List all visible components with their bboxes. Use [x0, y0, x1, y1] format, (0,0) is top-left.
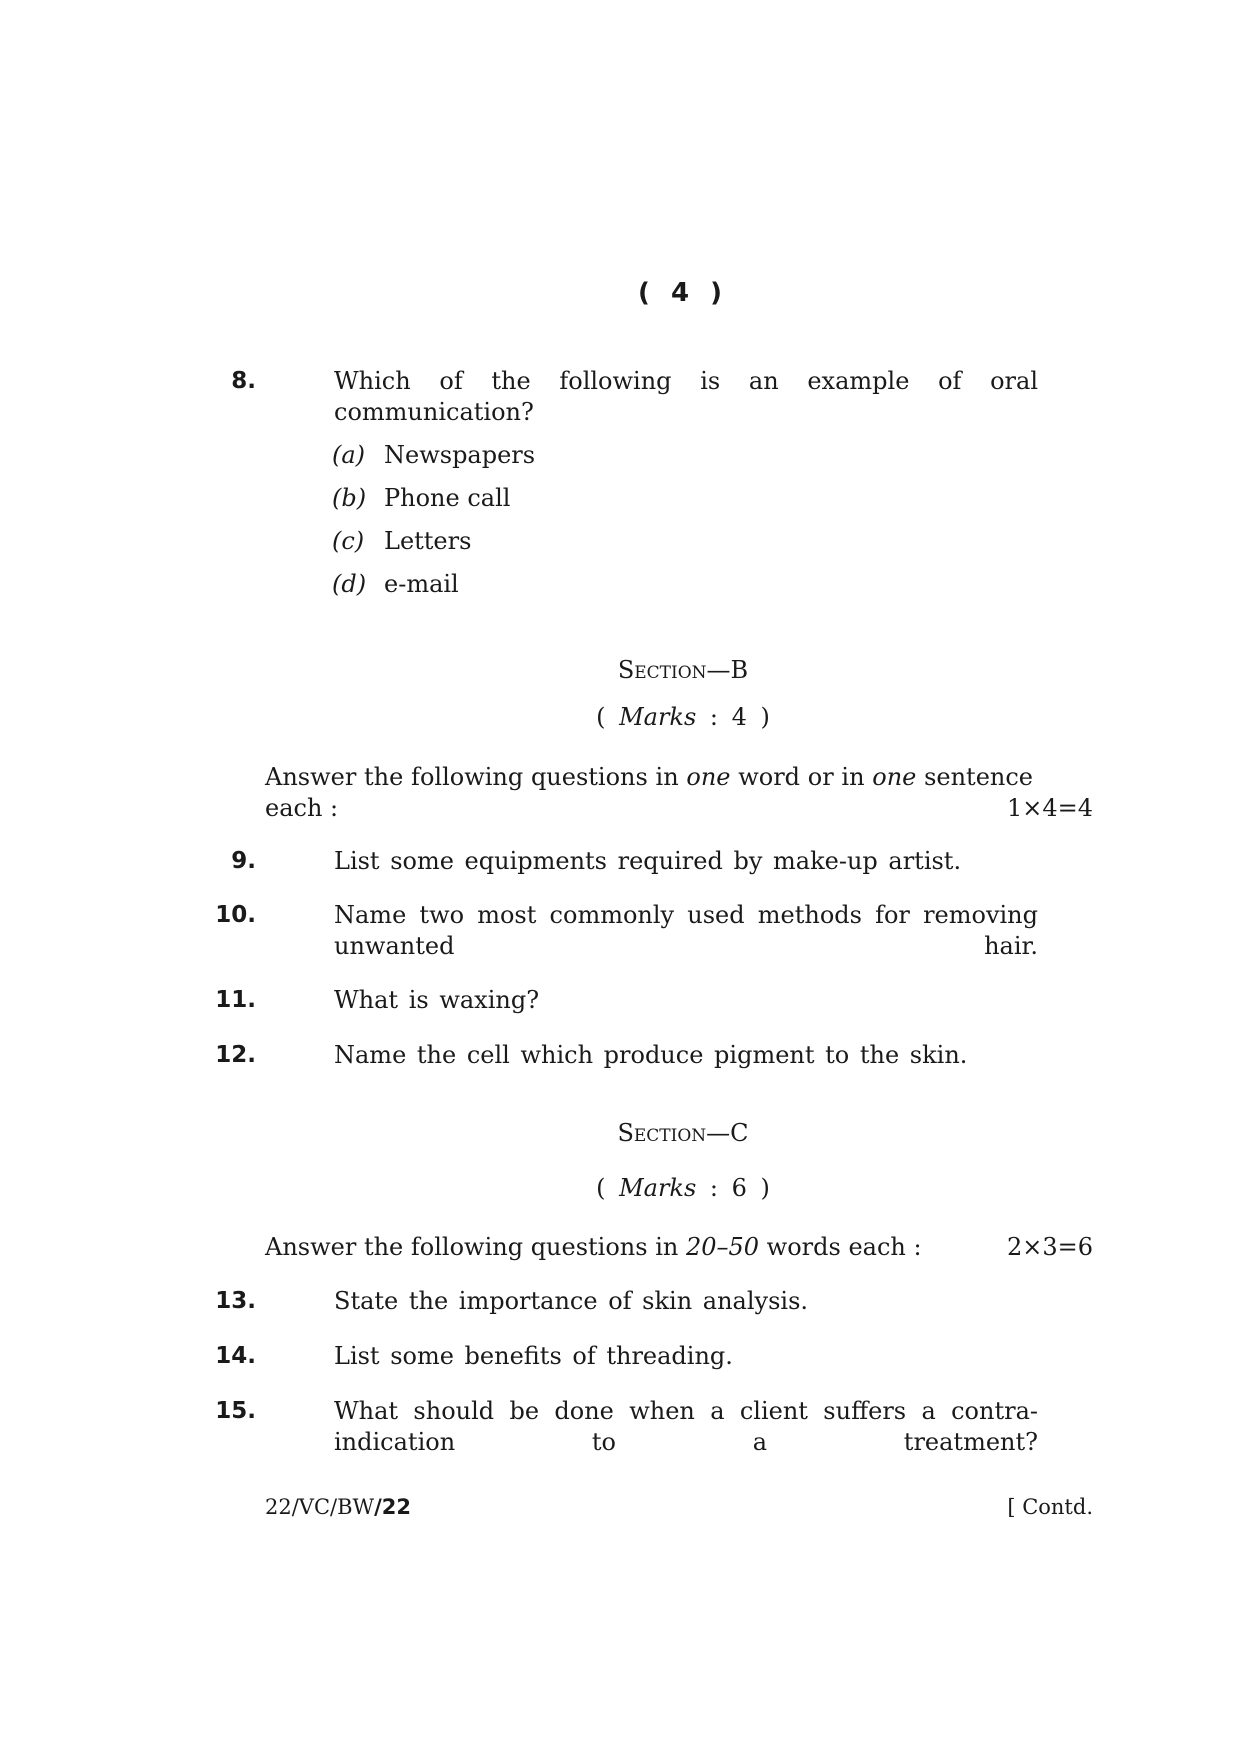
- section-c-marks: ( Marks : 6 ): [596, 1174, 770, 1202]
- question-number: 9.: [231, 848, 256, 874]
- question-text: Name two most commonly used methods for removing unwanted hair.: [334, 901, 1038, 960]
- marks-value: 4: [731, 703, 747, 731]
- marking-scheme: 1×4=4: [1006, 794, 1093, 822]
- section-b-instruction: Answer the following questions in one word or in one sentence each : 1×4=4: [265, 763, 1093, 822]
- option-text: Letters: [384, 527, 472, 555]
- option-text: e-mail: [384, 570, 459, 598]
- question-number: 14.: [215, 1343, 256, 1369]
- option-text: Phone call: [384, 484, 511, 512]
- section-b-title: Section—B: [617, 656, 749, 684]
- section-b-marks: ( Marks : 4 ): [596, 703, 770, 731]
- question-text: State the importance of skin analysis.: [334, 1287, 809, 1315]
- question-text: Which of the following is an example of oral communication?: [334, 367, 1038, 426]
- option-text: Newspapers: [384, 441, 536, 469]
- question-text: What is waxing?: [334, 986, 540, 1014]
- page-number: ( 4 ): [638, 278, 728, 308]
- marking-scheme: 2×3=6: [1006, 1233, 1093, 1261]
- question-number: 8.: [231, 368, 256, 394]
- question-number: 13.: [215, 1288, 256, 1314]
- option-label: (d): [332, 570, 367, 598]
- question-12: [215, 1040, 1038, 1071]
- option-label: (c): [332, 527, 365, 555]
- section-c-instruction: Answer the following questions in 20–50 words each : 2×3=6: [265, 1233, 1093, 1261]
- option-label: (a): [332, 441, 366, 469]
- question-text: List some benefits of threading.: [334, 1342, 733, 1370]
- question-15: [215, 1396, 1038, 1458]
- question-13: [215, 1286, 1038, 1317]
- continued-note: [ Contd.: [1007, 1495, 1093, 1519]
- question-number: 15.: [215, 1398, 256, 1424]
- question-number: 11.: [215, 987, 256, 1013]
- question-number: 12.: [215, 1042, 256, 1068]
- marks-word: Marks: [619, 1174, 697, 1202]
- question-8: [231, 366, 1038, 428]
- paper-code: 22/VC/BW/22: [265, 1495, 412, 1519]
- option-label: (b): [332, 484, 367, 512]
- question-text: List some equipments required by make-up artist.: [334, 847, 962, 875]
- option-d: [332, 569, 459, 600]
- question-text: Name the cell which produce pigment to the skin.: [334, 1041, 968, 1069]
- question-number: 10.: [215, 902, 256, 928]
- option-b: [332, 483, 510, 514]
- marks-value: 6: [731, 1174, 747, 1202]
- option-c: [332, 526, 471, 557]
- question-9: [231, 846, 1038, 877]
- question-10: [215, 900, 1038, 962]
- option-a: [332, 440, 535, 471]
- question-text: What should be done when a client suffers a contra-indication to a treatment?: [334, 1397, 1038, 1456]
- section-c-title: Section—C: [617, 1119, 749, 1147]
- marks-word: Marks: [619, 703, 697, 731]
- question-11: [215, 985, 1038, 1016]
- question-14: [215, 1341, 1038, 1372]
